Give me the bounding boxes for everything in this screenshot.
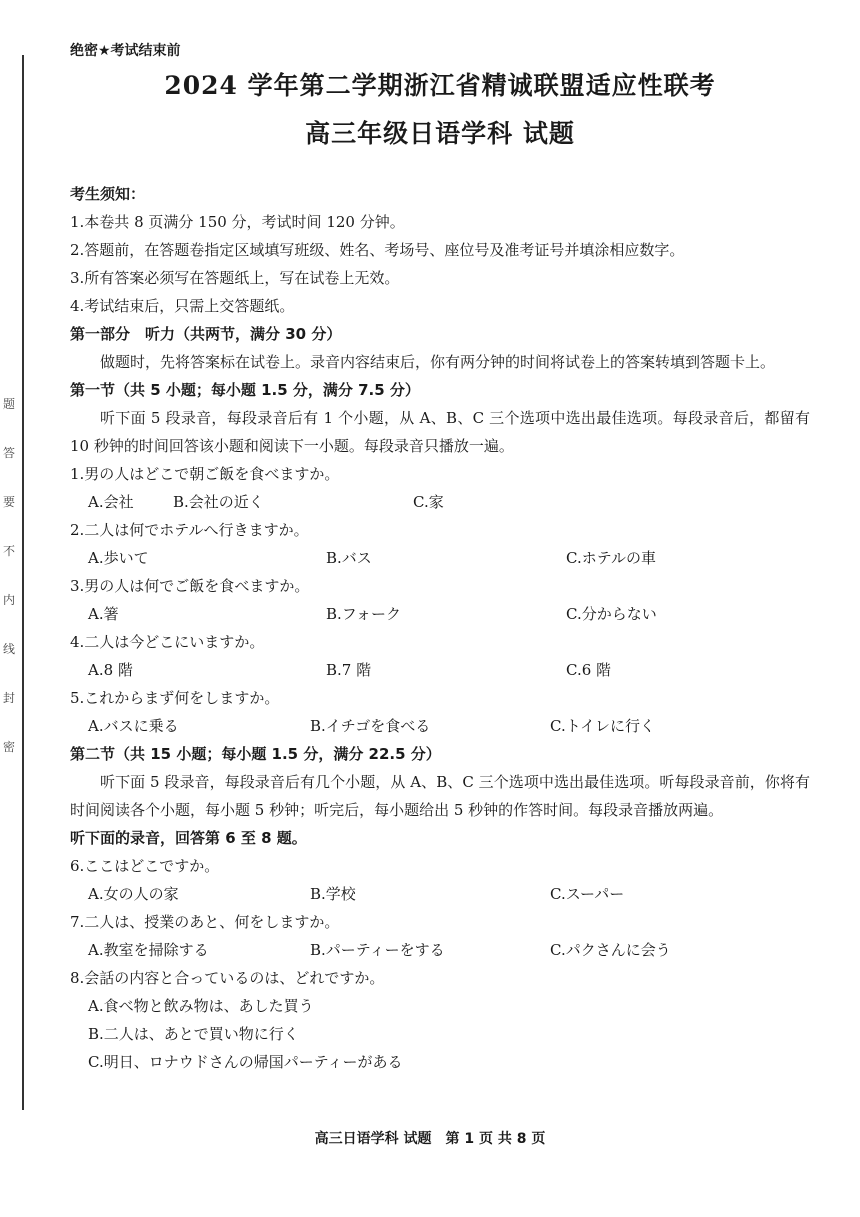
group-heading: 听下面的录音，回答第 6 至 8 题。 <box>70 829 307 847</box>
question-text: 5.これからまず何をしますか。 <box>70 689 280 707</box>
option-b: B.学校 <box>310 885 356 903</box>
part1-heading: 第一部分 听力（共两节，满分 30 分） <box>70 325 342 343</box>
option-a: A.会社 <box>88 493 134 511</box>
section1-intro: 听下面 5 段录音，每段录音后有 1 个小题，从 A、B、C 三个选项中选出最佳选项。每段录音后，都留有 10 秒钟的时间回答该小题和阅读下一小题。每段录音只播放一遍。 <box>70 409 810 455</box>
question-7 <box>70 908 810 964</box>
question-text: 2.二人は何でホテルへ行きますか。 <box>70 521 309 539</box>
option-a: A.箸 <box>88 605 119 623</box>
question-3 <box>70 572 810 628</box>
binding-margin-line <box>22 55 24 1110</box>
option-c: C.スーパー <box>550 885 625 903</box>
options-row <box>70 936 810 964</box>
notice-heading: 考生须知： <box>70 185 146 203</box>
question-5 <box>70 684 810 740</box>
options-row <box>70 712 810 740</box>
question-1 <box>70 460 810 516</box>
option-b: B.パーティーをする <box>310 941 445 959</box>
option-a: A.歩いて <box>88 549 149 567</box>
exam-page <box>70 40 810 1076</box>
option-c: C.トイレに行く <box>550 717 655 735</box>
section1-heading: 第一节（共 5 小题；每小题 1.5 分，满分 7.5 分） <box>70 381 420 399</box>
question-8 <box>70 964 810 1076</box>
option-a: A.8 階 <box>88 661 133 679</box>
option-c: C.6 階 <box>566 661 612 679</box>
question-4 <box>70 628 810 684</box>
option-b: B.会社の近く <box>173 493 264 511</box>
option-b: B.フォーク <box>326 605 402 623</box>
question-text: 6.ここはどこですか。 <box>70 857 220 875</box>
option-c: C.パクさんに会う <box>550 941 671 959</box>
margin-glyph: 要 <box>2 495 15 509</box>
question-6 <box>70 852 810 908</box>
margin-glyph: 密 <box>2 740 15 754</box>
margin-glyph: 内 <box>2 593 15 607</box>
option-b: B.イチゴを食べる <box>310 717 431 735</box>
option-c: C.明日、ロナウドさんの帰国パーティーがある <box>88 1053 403 1071</box>
notice-item: 3.所有答案必须写在答题纸上，写在试卷上无效。 <box>70 269 400 287</box>
question-2 <box>70 516 810 572</box>
page-footer: 高三日语学科 试题 第 1 页 共 8 页 <box>314 1131 546 1147</box>
option-a: A.女の人の家 <box>88 885 179 903</box>
notice-item: 1.本卷共 8 页满分 150 分，考试时间 120 分钟。 <box>70 213 405 231</box>
margin-glyph: 题 <box>2 397 15 411</box>
section2-heading: 第二节（共 15 小题；每小题 1.5 分，满分 22.5 分） <box>70 745 441 763</box>
notice-item: 4.考试结束后，只需上交答题纸。 <box>70 297 295 315</box>
options-row <box>70 880 810 908</box>
notice-block <box>70 180 810 320</box>
margin-glyph: 不 <box>2 544 15 558</box>
option-c: C.ホテルの車 <box>566 549 656 567</box>
option-a: A.バスに乗る <box>88 717 179 735</box>
margin-glyph: 封 <box>2 691 15 705</box>
exam-subtitle: 高三年级日语学科 试题 <box>305 119 575 148</box>
option-c: C.家 <box>413 493 444 511</box>
section2-intro: 听下面 5 段录音，每段录音后有几个小题，从 A、B、C 三个选项中选出最佳选项。听每段录音前，你将有时间阅读各个小题，每小题 5 秒钟；听完后，每小题给出 5 秒钟的作答时间。每段录音播放两遍。 <box>70 773 810 819</box>
part1-intro: 做题时，先将答案标在试卷上。录音内容结束后，你有两分钟的时间将试卷上的答案转填到答题卡上。 <box>100 353 776 371</box>
option-a: A.食べ物と飲み物は、あした買う <box>88 997 314 1015</box>
confidential-label: 绝密★考试结束前 <box>70 43 181 59</box>
exam-title: 2024 学年第二学期浙江省精诚联盟适应性联考 <box>164 71 716 100</box>
options-row <box>70 544 810 572</box>
question-text: 8.会話の内容と合っているのは、どれですか。 <box>70 969 385 987</box>
notice-item: 2.答题前，在答题卷指定区域填写班级、姓名、考场号、座位号及准考证号并填涂相应数字。 <box>70 241 685 259</box>
question-text: 4.二人は今どこにいますか。 <box>70 633 265 651</box>
options-row <box>70 656 810 684</box>
options-row <box>70 488 810 516</box>
binding-margin-text <box>0 395 18 787</box>
options-row <box>70 600 810 628</box>
option-c: C.分からない <box>566 605 657 623</box>
question-text: 7.二人は、授業のあと、何をしますか。 <box>70 913 340 931</box>
question-text: 3.男の人は何でご飯を食べますか。 <box>70 577 310 595</box>
option-b: B.7 階 <box>326 661 372 679</box>
margin-glyph: 答 <box>2 446 15 460</box>
option-a: A.教室を掃除する <box>88 941 209 959</box>
option-b: B.バス <box>326 549 372 567</box>
option-b: B.二人は、あとで買い物に行く <box>88 1025 299 1043</box>
question-text: 1.男の人はどこで朝ご飯を食べますか。 <box>70 465 340 483</box>
margin-glyph: 线 <box>2 642 15 656</box>
